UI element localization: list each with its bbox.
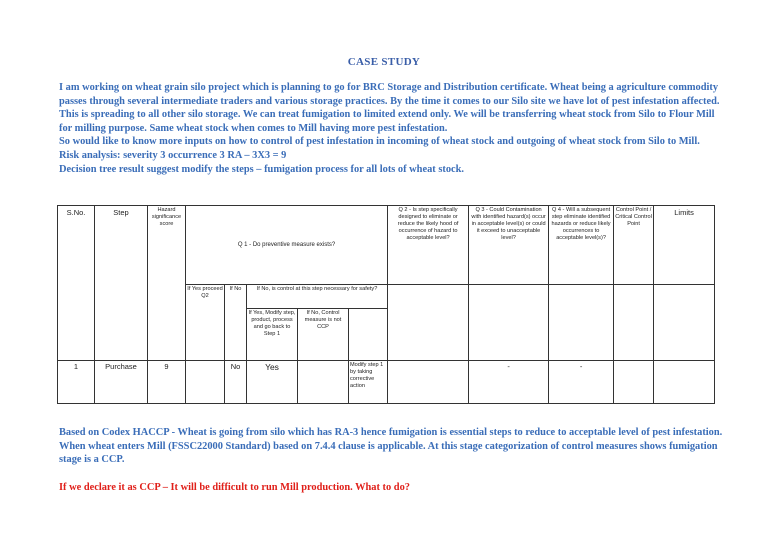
intro-paragraph-1: I am working on wheat grain silo project which is planning to go for BRC Storage and Distribution certificate. Wheat being a agriculture commodity passes through several intermediate traders and various storage practices. By the time it comes to our Silo site we have lot of pest infestation affected. This is spreading to all other silo storage. We can treat fumigation to limited extend only. We will be transferring wheat stock from Silo to Flour Mill for milling purpose. Same wheat stock when comes to Mill having more pest infestation.	[59, 82, 720, 134]
header-q1: Q 1 - Do preventive measure exists?	[186, 206, 388, 285]
risk-analysis: Risk analysis: severity 3 occurrence 3 RA – 3X3 = 9	[59, 149, 287, 161]
row-sno: 1	[58, 361, 95, 404]
row-ccp-empty	[614, 361, 654, 404]
header-q4: Q 4 - Will a subsequent step eliminate identified hazards or reduce likely occurrences to acceptable level(s)?	[549, 206, 614, 285]
table-header-row	[58, 206, 715, 285]
row-q1-no: No	[225, 361, 247, 404]
decision-tree: Decision tree result suggest modify the steps – fumigation process for all lots of wheat stock.	[59, 163, 465, 175]
header-q2: Q 2 - Is step specifically designed to eliminate or reduce the likely hood of occurrence of hazard to acceptable level?	[388, 206, 469, 285]
intro-text	[59, 81, 724, 176]
row-if-yes-empty	[186, 361, 225, 404]
header-limits: Limits	[654, 206, 715, 285]
row-not-ccp-empty	[298, 361, 349, 404]
subheader-q4-empty	[549, 285, 614, 361]
row-action: Modify step 1 by taking corrective action	[349, 361, 388, 404]
header-step: Step	[95, 206, 148, 361]
row-q1-yes: Yes	[247, 361, 298, 404]
subheader-q2-empty	[388, 285, 469, 361]
row-limits-empty	[654, 361, 715, 404]
table-row	[58, 361, 715, 404]
row-q3: -	[469, 361, 549, 404]
subheader-limits-empty	[654, 285, 715, 361]
subheader-if-yes: If Yes proceed Q2	[186, 285, 225, 361]
header-sno: S.No.	[58, 206, 95, 361]
subheader-empty	[349, 309, 388, 361]
subheader-q3-empty	[469, 285, 549, 361]
haccp-table	[57, 205, 715, 404]
header-ccp: Control Point / Critical Control Point	[614, 206, 654, 285]
subheader-if-no: If No	[225, 285, 247, 361]
intro-paragraph-2: So would like to know more inputs on how to control of pest infestation in incoming of wheat stock and outgoing of wheat stock from Silo to Mill.	[59, 136, 700, 148]
subheader-if-no-not-ccp: If No, Control measure is not CCP	[298, 309, 349, 361]
header-hazard-score: Hazard significance score	[148, 206, 186, 361]
warning-text: If we declare it as CCP – It will be difficult to run Mill production. What to do?	[59, 482, 410, 493]
row-q4: -	[549, 361, 614, 404]
page-title: CASE STUDY	[347, 56, 421, 68]
row-score: 9	[148, 361, 186, 404]
row-q2-empty	[388, 361, 469, 404]
row-step: Purchase	[95, 361, 148, 404]
subheader-if-no-control: If No, is control at this step necessary for safety?	[247, 285, 388, 309]
subheader-ccp-empty	[614, 285, 654, 361]
subheader-if-yes-modify: If Yes, Modify step, product, process and go back to Step 1	[247, 309, 298, 361]
header-q3: Q 3 - Could Contamination with identified hazard(s) occur in acceptable level(s) or could it exceed to unacceptable level?	[469, 206, 549, 285]
codex-paragraph: Based on Codex HACCP - Wheat is going from silo which has RA-3 hence fumigation is essential steps to reduce to acceptable level of pest infestation. When wheat enters Mill (FSSC22000 Standard) based on 7.4.4 clause is applicable. At this stage categorization of control measures shows fumigation stage is a CCP.	[59, 427, 723, 466]
